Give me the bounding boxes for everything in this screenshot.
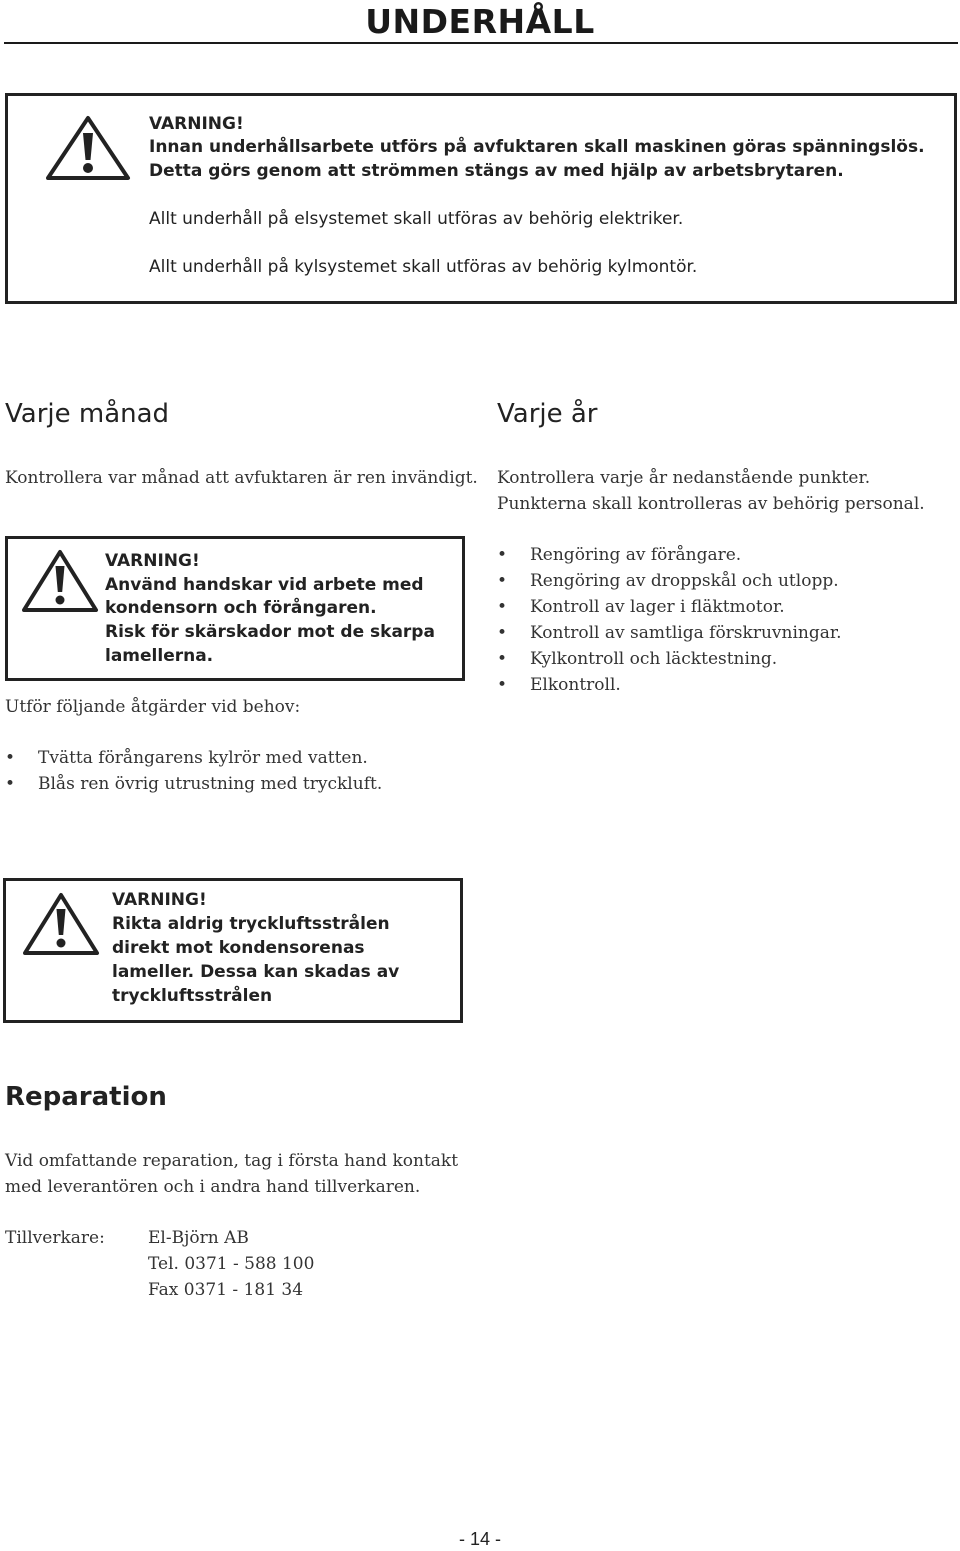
top-warning-line: Innan underhållsarbete utförs på avfuktaren skall maskinen göras spänningslös.: [149, 137, 925, 157]
air-warning-line: lameller. Dessa kan skadas av: [112, 962, 400, 982]
manufacturer-label: Tillverkare:: [5, 1228, 105, 1248]
list-item: [497, 675, 937, 701]
warning-triangle-icon: [20, 548, 100, 614]
repair-heading: Reparation: [5, 1082, 167, 1112]
manufacturer-name: El-Björn AB: [148, 1228, 249, 1248]
monthly-action-list: [5, 748, 445, 800]
bullet: •: [5, 774, 16, 794]
warning-triangle-icon: [21, 891, 101, 957]
list-item: [5, 748, 445, 774]
yearly-check-list: [497, 545, 937, 701]
bullet: •: [5, 748, 16, 768]
list-item: [497, 597, 937, 623]
bullet: •: [497, 597, 508, 617]
glove-warning-line: lamellerna.: [105, 646, 214, 666]
list-item: [497, 571, 937, 597]
air-warning-line: direkt mot kondensorenas: [112, 938, 365, 958]
repair-text: med leverantören och i andra hand tillverkaren.: [5, 1177, 421, 1197]
bullet: •: [497, 649, 508, 669]
yearly-intro: Kontrollera varje år nedanstående punkter.: [497, 468, 871, 488]
list-item-text: Tvätta förångarens kylrör med vatten.: [38, 748, 368, 768]
list-item-text: Rengöring av droppskål och utlopp.: [530, 571, 839, 591]
glove-warning-line: kondensorn och förångaren.: [105, 598, 377, 618]
list-item: [497, 649, 937, 675]
page-title: UNDERHÅLL: [365, 2, 595, 41]
bullet: •: [497, 545, 508, 565]
list-item-text: Kontroll av samtliga förskruvningar.: [530, 623, 842, 643]
monthly-heading: Varje månad: [5, 399, 170, 429]
top-warning-line: Allt underhåll på elsystemet skall utföras av behörig elektriker.: [149, 209, 684, 229]
top-warning-line: Allt underhåll på kylsystemet skall utföras av behörig kylmontör.: [149, 257, 698, 277]
bullet: •: [497, 675, 508, 695]
air-warning-line: Rikta aldrig tryckluftsstrålen: [112, 914, 390, 934]
monthly-actions-intro: Utför följande åtgärder vid behov:: [5, 697, 301, 717]
air-warning-heading: VARNING!: [112, 890, 207, 910]
list-item: [497, 623, 937, 649]
title-divider: [4, 42, 958, 44]
list-item: [5, 774, 445, 800]
glove-warning-line: Risk för skärskador mot de skarpa: [105, 622, 435, 642]
air-warning-line: tryckluftsstrålen: [112, 986, 273, 1006]
list-item-text: Kylkontroll och läcktestning.: [530, 649, 778, 669]
top-warning-heading: VARNING!: [149, 114, 244, 134]
list-item: [497, 545, 937, 571]
manufacturer-fax: Fax 0371 - 181 34: [148, 1280, 304, 1300]
monthly-intro: Kontrollera var månad att avfuktaren är ren invändigt.: [5, 468, 478, 488]
glove-warning-line: Använd handskar vid arbete med: [105, 575, 424, 595]
list-item-text: Rengöring av förångare.: [530, 545, 742, 565]
warning-triangle-icon: [44, 114, 132, 182]
page-number: - 14 -: [458, 1529, 501, 1549]
yearly-intro: Punkterna skall kontrolleras av behörig personal.: [497, 494, 925, 514]
top-warning-line: Detta görs genom att strömmen stängs av med hjälp av arbetsbrytaren.: [149, 161, 844, 181]
list-item-text: Blås ren övrig utrustning med tryckluft.: [38, 774, 383, 794]
glove-warning-heading: VARNING!: [105, 551, 200, 571]
repair-text: Vid omfattande reparation, tag i första hand kontakt: [5, 1151, 459, 1171]
list-item-text: Elkontroll.: [530, 675, 621, 695]
manufacturer-phone: Tel. 0371 - 588 100: [148, 1254, 315, 1274]
list-item-text: Kontroll av lager i fläktmotor.: [530, 597, 785, 617]
bullet: •: [497, 623, 508, 643]
yearly-heading: Varje år: [497, 399, 598, 429]
bullet: •: [497, 571, 508, 591]
